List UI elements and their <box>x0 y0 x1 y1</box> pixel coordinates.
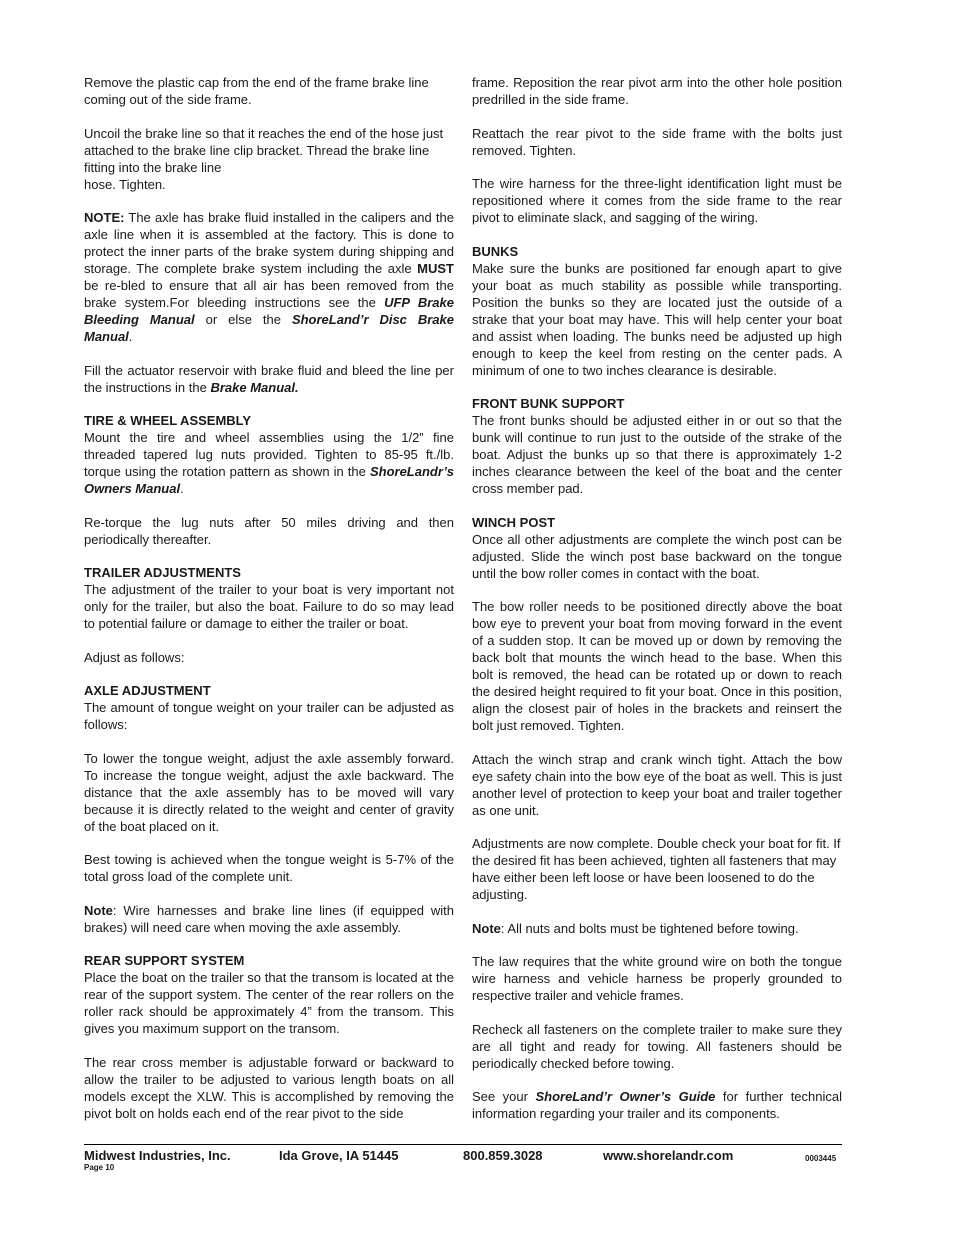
text: The adjustment of the trailer to your boat is very important not only for the trailer, but also the boat. Failure to do so may lead to potential failure or damage to either the trailer or boat. <box>84 582 454 631</box>
note-label: NOTE: <box>84 210 125 225</box>
paragraph-wire-harness-light <box>472 175 842 226</box>
text: Remove the plastic cap from the end of the frame brake line coming out of the side frame. <box>84 75 429 107</box>
footer-doc-number: 0003445 <box>805 1154 837 1163</box>
page-number: Page 10 <box>84 1163 115 1172</box>
section-heading: TRAILER ADJUSTMENTS <box>84 565 241 580</box>
section-heading: WINCH POST <box>472 514 556 530</box>
paragraph-tongue-weight <box>84 750 454 835</box>
note-brake-fluid <box>84 209 454 345</box>
section-heading: TIRE & WHEEL ASSEMBLY <box>84 413 252 428</box>
paragraph-ground-wire <box>472 953 842 1004</box>
note-nuts-bolts <box>472 920 842 937</box>
text: . <box>180 481 184 496</box>
manual-reference: ShoreLand’r Disc Brake Manual <box>84 312 455 344</box>
section-front-bunk-support <box>472 395 842 497</box>
text: : Wire harnesses and brake line lines (if equipped with brakes) will need care when moving the axle assembly. <box>84 902 454 935</box>
footer-city: Ida Grove, IA 51445 <box>279 1148 399 1163</box>
text: Best towing is achieved when the tongue weight is 5-7% of the total gross load of the complete unit. <box>84 852 454 884</box>
footer-phone: 800.859.3028 <box>463 1148 543 1163</box>
section-bunks <box>472 243 842 379</box>
paragraph-uncoil-brake-line <box>84 125 454 193</box>
left-column <box>84 74 454 1138</box>
text: The front bunks should be adjusted either in or out so that the bunk will continue to run just to the outside of the strake of the boat. Adjust the bunks up so that there is approximately 1-2 inches clearance between the keel of the boat and the center cross member pad. <box>472 413 842 496</box>
footer-company: Midwest Industries, Inc. <box>84 1148 231 1163</box>
footer-divider <box>84 1144 842 1145</box>
text: Once all other adjustments are complete the winch post can be adjusted. Slide the winch post base backward on the tongue until the bow roller comes in contact with the boat. <box>472 531 842 581</box>
text: Recheck all fasteners on the complete trailer to make sure they are all tight and ready for towing. All fasteners should be periodically checked before towing. <box>472 1021 842 1071</box>
section-axle-adjustment <box>84 682 454 733</box>
paragraph-fill-reservoir <box>84 362 454 396</box>
note-wire-harness <box>84 902 454 936</box>
paragraph-best-towing <box>84 851 454 885</box>
manual-reference: ShoreLandr’s Owners Manual <box>84 464 454 496</box>
paragraph-reposition-pivot <box>472 74 842 108</box>
text: Reattach the rear pivot to the side frame with the bolts just removed. Tighten. <box>472 125 842 158</box>
note-label: Note <box>472 920 501 936</box>
text: Uncoil the brake line so that it reaches the end of the hose just attached to the brake line clip bracket. Thread the brake line fitting into the brake line <box>84 125 444 175</box>
footer-website: www.shorelandr.com <box>603 1148 734 1163</box>
text: The wire harness for the three-light identification light must be repositioned where it comes from the side frame to the rear pivot to eliminate slack, and sagging of the wiring. <box>472 176 842 225</box>
text: The rear cross member is adjustable forward or backward to allow the trailer to be adjusted to various length boats on all models except the XLW. This is accomplished by removing the pivot bolt on holds each end of the rear pivot to the side <box>84 1054 454 1121</box>
paragraph-bow-roller <box>472 598 842 734</box>
text: Adjust as follows: <box>84 649 185 665</box>
text: hose. Tighten. <box>84 176 166 192</box>
text: Fill the actuator reservoir with brake fluid and bleed the line per the instructions in the <box>84 362 454 395</box>
text: frame. Reposition the rear pivot arm into the other hole position predrilled in the side frame. <box>472 75 842 107</box>
paragraph-remove-cap <box>84 74 454 108</box>
text: Make sure the bunks are positioned far enough apart to give your boat as much stability as possible while transporting. Position the bunks so they are located just the outside of a strake that your boat may have. This will help center your boat and assist when loading. The bunks need be adjusted up high enough to keep the keel from resting on the center pads. A minimum of one to two inches clearance is desirable. <box>472 260 842 378</box>
paragraph-retorque <box>84 514 454 548</box>
text: . <box>128 329 133 344</box>
text: Place the boat on the trailer so that the transom is located at the rear of the support system. The center of the rear rollers on the roller rack should be approximately 4” from the transom. This gives you maximum support on the transom. <box>84 970 454 1036</box>
paragraph-owners-guide <box>472 1088 842 1122</box>
section-rear-support <box>84 952 454 1037</box>
text: Mount the tire and wheel assemblies using the 1/2” fine threaded tapered lug nuts provided. Tighten to 85-95 ft./lb. torque using the rotation pattern as shown in the <box>84 430 454 479</box>
section-heading: AXLE ADJUSTMENT <box>84 683 211 698</box>
text: The axle has brake fluid installed in the calipers and the axle line when it is assembled at the factory. This is done to protect the inner parts of the brake system during shipping and storage. The complete brake system including the axle <box>84 210 454 276</box>
paragraph-adjust-as-follows <box>84 649 454 666</box>
text: for further technical information regarding your trailer and its components. <box>472 1089 843 1121</box>
manual-reference: Brake Manual. <box>210 379 299 395</box>
text: : All nuts and bolts must be tightened before towing. <box>500 920 799 936</box>
paragraph-recheck-fasteners <box>472 1021 842 1072</box>
section-winch-post <box>472 514 842 582</box>
text: or else the <box>194 312 292 327</box>
text: The bow roller needs to be positioned directly above the boat bow eye to prevent your boat from moving forward in the event of a sudden stop. It can be moved up or down by removing the back bolt that mounts the winch head to the base. When this bolt is removed, the head can be rotated up or down to reach the desired height required to fit your boat. Once in this position, align the closest pair of holes in the brackets and reinsert the bolt just removed. Tighten. <box>472 599 842 733</box>
text: See your <box>472 1089 536 1104</box>
paragraph-adjustments-complete <box>472 835 842 903</box>
manual-reference: UFP Brake Bleeding Manual <box>84 295 454 327</box>
guide-reference: ShoreLand’r Owner’s Guide <box>535 1089 716 1104</box>
paragraph-reattach-pivot <box>472 125 842 159</box>
right-column <box>472 74 842 1139</box>
text: Adjustments are now complete. Double check your boat for fit. If the desired fit has been achieved, tighten all fasteners that may have either been left loose or have been loosened to do the adjusting. <box>472 836 841 902</box>
text: To lower the tongue weight, adjust the axle assembly forward. To increase the tongue weight, adjust the axle backward. The distance that the axle assembly has to be moved will vary because it is directly related to the weight and center of gravity of the boat placed on it. <box>84 750 454 834</box>
text: be re-bled to ensure that all air has been removed from the brake system.For bleeding instructions see the <box>84 278 454 310</box>
text: Attach the winch strap and crank winch tight. Attach the bow eye safety chain into the bow eye of the boat as well. This is just another level of protection to keep your boat and trailer together as one unit. <box>472 751 842 818</box>
section-trailer-adjustments <box>84 564 454 632</box>
section-heading: REAR SUPPORT SYSTEM <box>84 953 245 968</box>
section-heading: BUNKS <box>472 243 519 259</box>
paragraph-winch-strap <box>472 751 842 819</box>
text: The amount of tongue weight on your trailer can be adjusted as follows: <box>84 700 454 732</box>
text: Re-torque the lug nuts after 50 miles driving and then periodically thereafter. <box>84 514 454 547</box>
section-tire-wheel <box>84 412 454 497</box>
paragraph-rear-cross-member <box>84 1054 454 1122</box>
section-heading: FRONT BUNK SUPPORT <box>472 396 625 411</box>
note-label: Note <box>84 902 113 918</box>
emphasis-must: MUST <box>417 261 454 276</box>
text: The law requires that the white ground wire on both the tongue wire harness and vehicle harness be properly grounded to respective trailer and vehicle frames. <box>472 954 842 1003</box>
